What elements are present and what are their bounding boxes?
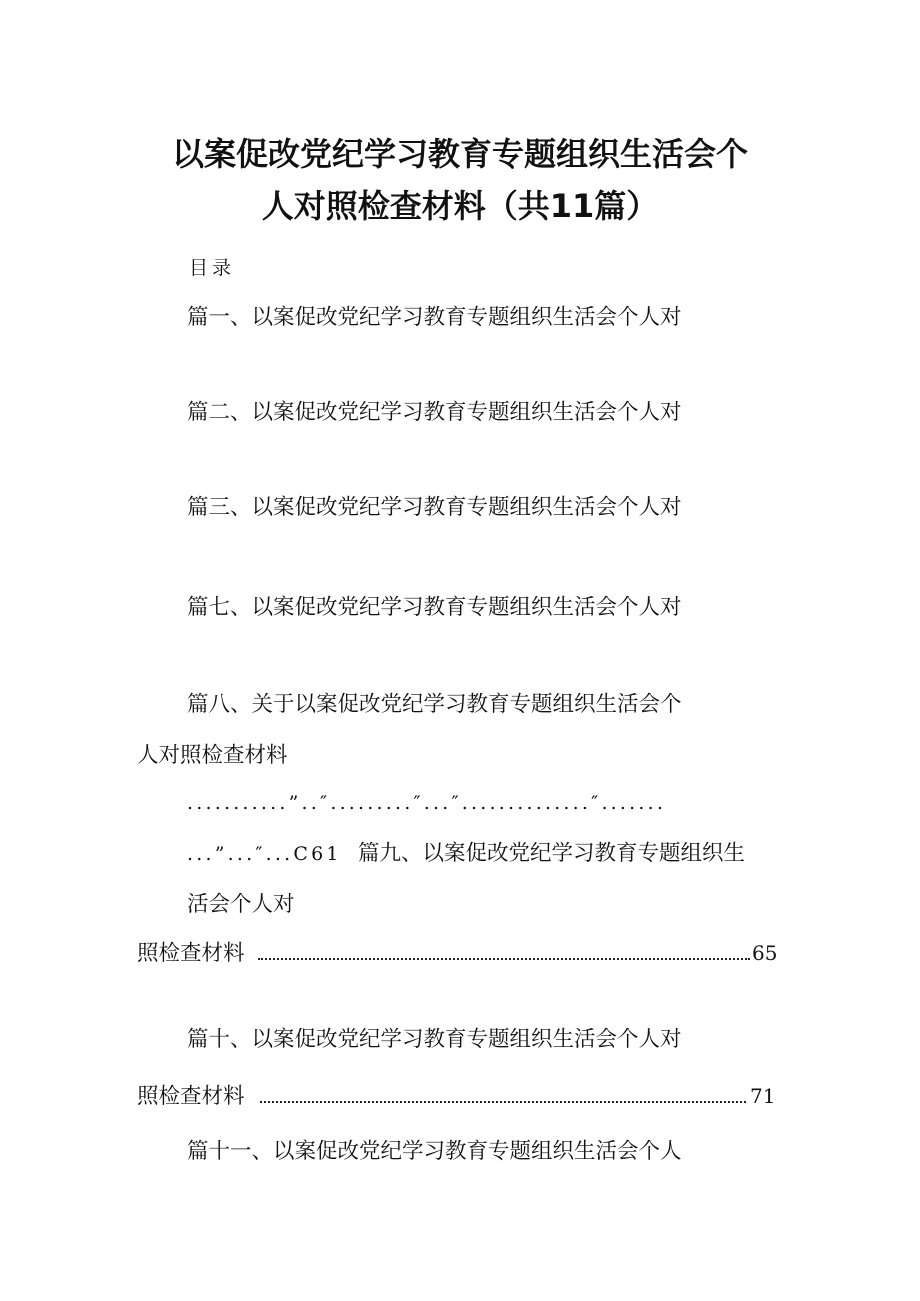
toc-entry-1[interactable]: 篇一、以案促改党纪学习教育专题组织生活会个人对 <box>187 305 682 330</box>
dot-leader-10 <box>260 1101 746 1103</box>
toc-entry-10[interactable]: 篇十、以案促改党纪学习教育专题组织生活会个人对 <box>187 1027 682 1052</box>
toc-entry-7[interactable]: 篇七、以案促改党纪学习教育专题组织生活会个人对 <box>187 595 682 620</box>
toc-entry-9-line-2[interactable]: 活会个人对 <box>187 892 295 917</box>
toc-entry-10-line-2[interactable]: 照检查材料 <box>137 1084 245 1109</box>
toc-entry-9-line-3[interactable]: 照检查材料 <box>137 941 245 966</box>
toc-entry-2[interactable]: 篇二、以案促改党纪学习教育专题组织生活会个人对 <box>187 400 682 425</box>
document-title-line-1: 以案促改党纪学习教育专题组织生活会个 <box>171 135 748 173</box>
garbled-leader-line-2-prefix: ...”...″...C61 <box>187 843 342 865</box>
dot-leader-9 <box>258 958 750 960</box>
page-number-9: 65 <box>752 941 778 965</box>
toc-entry-3[interactable]: 篇三、以案促改党纪学习教育专题组织生活会个人对 <box>187 495 682 520</box>
toc-heading: 目录 <box>189 257 236 279</box>
toc-entry-8[interactable]: 篇八、关于以案促改党纪学习教育专题组织生活会个 <box>187 692 682 717</box>
toc-entry-11[interactable]: 篇十一、以案促改党纪学习教育专题组织生活会个人 <box>187 1139 682 1164</box>
document-title-line-2: 人对照检查材料（共11篇） <box>261 187 659 225</box>
garbled-leader-line-1: ...........”..″.........″...″..............″....... <box>187 792 667 814</box>
toc-entry-9[interactable]: 篇九、以案促改党纪学习教育专题组织生 <box>358 841 746 866</box>
page-number-10: 71 <box>750 1084 776 1108</box>
toc-entry-8-continuation[interactable]: 人对照检查材料 <box>137 743 288 768</box>
